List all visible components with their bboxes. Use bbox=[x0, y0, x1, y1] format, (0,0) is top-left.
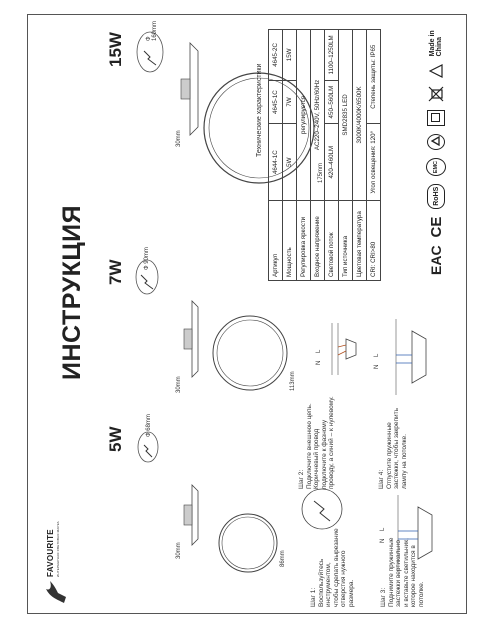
watt-7w: 7W bbox=[106, 259, 125, 285]
double-insulation-icon bbox=[427, 110, 445, 126]
step-4-text: Шаг 4: Отпустите пружинные застежки, чтобы закрепить лампу на потолке. bbox=[378, 407, 408, 489]
table-row: Тип источника SMD2835 LED bbox=[339, 30, 353, 281]
table-row: Мощность 5W 7W 15W bbox=[283, 30, 297, 281]
cut-5w-label: Ф 68mm bbox=[146, 414, 152, 437]
page-title: ИНСТРУКЦИЯ bbox=[58, 204, 86, 380]
spec-caption: Технические характеристики bbox=[256, 63, 263, 157]
table-row: Артикул 4644-1C 4645-1C 4645-2C bbox=[269, 30, 283, 281]
made-in-china: Made in China bbox=[429, 30, 443, 57]
step-2-drawing bbox=[324, 319, 369, 379]
wire-l-label-3: L bbox=[380, 527, 386, 531]
wire-n-label: N bbox=[316, 360, 322, 365]
bird-logo-icon bbox=[40, 577, 70, 607]
wire-n-label-4: N bbox=[374, 364, 380, 369]
wire-l-label-4: L bbox=[374, 353, 380, 357]
height-7w-label: 30mm bbox=[176, 376, 182, 393]
bin-crossed-icon bbox=[428, 86, 444, 102]
spec-table bbox=[268, 29, 381, 281]
step-4-drawing bbox=[386, 315, 447, 399]
brand-name: FAVOURITE bbox=[46, 529, 55, 577]
outer-15w-label: 175mm bbox=[318, 162, 324, 183]
emc-icon: EMC bbox=[426, 158, 446, 176]
warning-icon bbox=[429, 64, 443, 78]
table-row: CRI: CRI>80 Угол освещения: 120° Степень защиты: IP65 bbox=[367, 30, 381, 281]
instruction-sheet bbox=[27, 14, 467, 614]
step-1-drawing bbox=[300, 487, 349, 531]
recycle-icon bbox=[427, 134, 445, 150]
wire-l-label: L bbox=[316, 349, 322, 353]
front-5w-drawing bbox=[216, 511, 285, 575]
front-7w-drawing bbox=[210, 313, 295, 393]
profile-7w-drawing bbox=[178, 299, 205, 379]
profile-5w-drawing bbox=[178, 483, 205, 547]
step-3-text: Шаг 3: Поднимите пружинные застежки вертикально и вставьте светильник, которое находится в потолке. bbox=[380, 537, 425, 607]
eac-icon: EAC bbox=[428, 245, 444, 275]
table-row: Цветовая температура 3000K/4000K/6500K bbox=[353, 30, 367, 281]
wire-n-label-3: N bbox=[380, 538, 386, 543]
step-2-text: Шаг 2: Подключите внешнюю цепь. Коричневый провод подключите к фазному проводу, а синий – к нулевому. bbox=[298, 396, 335, 489]
watt-5w: 5W bbox=[106, 426, 125, 452]
table-row: Входное напряжение AC220–240V, 50Hz/60Hz bbox=[311, 30, 325, 281]
table-row: Световой поток 420–460LM 450–560LM 1100–1250LM bbox=[325, 30, 339, 281]
height-5w-label: 30mm bbox=[176, 542, 182, 559]
table-row: Регулировка яркости регулируется bbox=[297, 30, 311, 281]
cut-15w-label: Ф 160mm bbox=[146, 20, 158, 41]
certification-row bbox=[426, 15, 446, 275]
watt-15w: 15W bbox=[106, 32, 125, 67]
cut-7w-label: Ф 90mm bbox=[144, 247, 150, 270]
brand-tagline: ИНТЕРЬЕРНАЯ СВЕТОВАЯ МАРКА bbox=[56, 521, 60, 577]
outer-5w-label: 86mm bbox=[280, 550, 286, 567]
height-15w-label: 30mm bbox=[176, 130, 182, 147]
ce-icon: CE bbox=[427, 216, 445, 238]
rohs-icon: RoHS bbox=[427, 184, 445, 209]
outer-7w-label: 113mm bbox=[290, 371, 296, 391]
step-3-drawing bbox=[388, 491, 449, 575]
step-1-text: Шаг 1: Воспользуйтесь инструментом, чтобы сделать вырезание отверстия нужного размера. bbox=[310, 528, 355, 607]
rotated-content bbox=[28, 15, 468, 615]
